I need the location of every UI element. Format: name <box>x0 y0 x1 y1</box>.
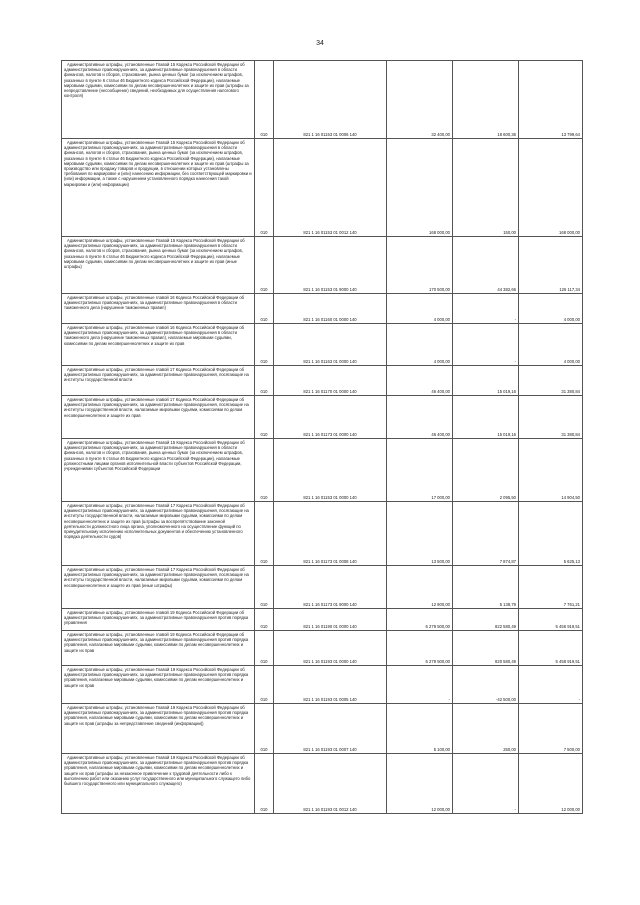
remaining-amount <box>519 396 583 439</box>
revenue-description <box>62 366 255 396</box>
executed-amount <box>453 502 519 566</box>
remaining-amount <box>519 502 583 566</box>
remaining-amount-text: 126 117,34 <box>559 286 580 292</box>
remaining-amount <box>519 139 583 237</box>
budget-classification-code <box>274 294 387 324</box>
line-code-text: 010 <box>260 494 268 500</box>
revenue-description-text: Административные штрафы, установленные Главой 19 Кодекса Российской Федерации об административных правонарушениях, за административные правонарушения против порядка управления, налагаемые мировыми судьями, комиссиями по делам несовершеннолетних и защите их прав (штрафы за непредставление сведений (информации)) <box>64 705 249 726</box>
remaining-amount-text: 4 000,00 <box>563 316 580 322</box>
budget-classification-code-text: 821 1 16 01193 01 0012 140 <box>303 806 357 812</box>
approved-amount <box>387 324 453 366</box>
line-code <box>255 324 274 366</box>
executed-amount <box>453 754 519 814</box>
budget-classification-code <box>274 61 387 139</box>
budget-classification-code-text: 821 1 16 01160 01 0000 140 <box>303 316 357 322</box>
revenue-description-text: Административные штрафы, установленные Главой 15 Кодекса Российской Федерации об административных правонарушениях, за административные правонарушения в области финансов, налогов и сборов, страхования, рынка ценных бумаг (за исключением штрафов, указанных в пункте 6 статьи 46 Бюджетного кодекса Российской Федерации), налагаемые мировыми судьями, комиссиями по делам несовершеннолетних и защите их прав (штрафы за непредставление (несообщение) сведений, необходимых для осуществления налогового контроля) <box>64 62 249 99</box>
remaining-amount <box>519 294 583 324</box>
line-code <box>255 502 274 566</box>
remaining-amount <box>519 61 583 139</box>
executed-amount-text: -42 500,00 <box>495 696 516 702</box>
approved-amount <box>387 631 453 666</box>
executed-amount-text: 15 019,16 <box>497 431 516 437</box>
revenue-description-text: Административные штрафы, установленные главой 16 Кодекса Российской Федерации об административных правонарушениях, за административные правонарушения в области таможенного дела (нарушение таможенных правил), налагаемые мировыми судьями, комиссиями по делам несовершеннолетних и защите их прав <box>64 325 245 346</box>
approved-amount <box>387 61 453 139</box>
revenue-description <box>62 704 255 754</box>
remaining-amount <box>519 237 583 294</box>
executed-amount-text: 822 580,49 <box>495 623 516 629</box>
line-code-text: 010 <box>260 358 268 364</box>
table-row <box>62 294 583 324</box>
line-code <box>255 666 274 704</box>
executed-amount-text: 820 580,49 <box>495 658 516 664</box>
approved-amount-text: 5 100,00 <box>433 746 450 752</box>
line-code-text: 010 <box>260 696 268 702</box>
revenue-description <box>62 294 255 324</box>
executed-amount-text: 2 095,50 <box>499 494 516 500</box>
approved-amount-text: - <box>448 696 450 702</box>
executed-amount-text: 7 874,87 <box>499 558 516 564</box>
approved-amount-text: 46 400,00 <box>431 431 450 437</box>
executed-amount-text: 18 600,36 <box>497 131 516 137</box>
table-row <box>62 139 583 237</box>
executed-amount-text: - <box>514 358 516 364</box>
line-code <box>255 754 274 814</box>
remaining-amount-text: 31 380,84 <box>561 431 580 437</box>
approved-amount-text: 32 400,00 <box>431 131 450 137</box>
line-code-text: 010 <box>260 388 268 394</box>
remaining-amount <box>519 666 583 704</box>
revenue-description-text: Административные штрафы, установленные Главой 17 Кодекса Российской Федерации об административных правонарушениях, за административные правонарушения, посягающие на институты государственной власти, налагаемые мировыми судьями, комиссиями по делам несовершеннолетних и защите их прав (иные штрафы) <box>64 567 249 588</box>
budget-classification-code-text: 821 1 16 01170 01 0000 140 <box>303 388 357 394</box>
line-code-text: 010 <box>260 229 268 235</box>
budget-classification-code-text: 821 1 16 01193 01 0007 140 <box>303 746 357 752</box>
executed-amount <box>453 61 519 139</box>
executed-amount <box>453 566 519 609</box>
revenue-description <box>62 754 255 814</box>
revenue-description <box>62 502 255 566</box>
revenue-description <box>62 666 255 704</box>
revenue-description-text: Административные штрафы, установленные Главой 15 Кодекса Российской Федерации об административных правонарушениях, за административные правонарушения в области финансов, налогов и сборов, страхования, рынка ценных бумаг (за исключением штрафов, указанных в пункте 6 статьи 46 Бюджетного кодекса Российской Федерации), налагаемые должностными лицами органов исполнительной власти субъектов Российской Федерации, учреждениями субъектов Российской Федерации <box>64 440 245 472</box>
budget-classification-code <box>274 139 387 237</box>
table-row <box>62 666 583 704</box>
revenue-description-text: Административные штрафы, установленные главой 16 Кодекса Российской Федерации об административных правонарушениях, за административные правонарушения в области таможенного дела (нарушение таможенных правил) <box>64 295 245 311</box>
revenue-description-text: Административные штрафы, установленные Главой 15 Кодекса Российской Федерации об административных правонарушениях, за административные правонарушения в области финансов, налогов и сборов, страхования, рынка ценных бумаг (за исключением штрафов, указанных в пункте 6 статьи 46 Бюджетного кодекса Российской Федерации), налагаемые мировыми судьями, комиссиями по делам несовершеннолетних и защите их прав (иные штрафы) <box>64 238 245 270</box>
executed-amount-text: - <box>514 806 516 812</box>
line-code-text: 010 <box>260 806 268 812</box>
remaining-amount-text: 13 799,64 <box>561 131 580 137</box>
budget-classification-code <box>274 366 387 396</box>
line-code <box>255 631 274 666</box>
table-row <box>62 396 583 439</box>
revenue-description-text: Административные штрафы, установленные главой 19 Кодекса Российской Федерации об административных правонарушениях, за административные правонарушения против порядка управления, налагаемые мировыми судьями, комиссиями по делам несовершеннолетних и защите их прав <box>64 632 249 653</box>
budget-classification-code <box>274 566 387 609</box>
line-code-text: 010 <box>260 746 268 752</box>
approved-amount-text: 170 500,00 <box>429 286 450 292</box>
budget-classification-code-text: 821 1 16 01173 01 0008 140 <box>303 558 357 564</box>
remaining-amount-text: - <box>578 696 580 702</box>
table-row <box>62 366 583 396</box>
revenue-description <box>62 566 255 609</box>
table-row <box>62 502 583 566</box>
table-row <box>62 324 583 366</box>
approved-amount-text: 17 000,00 <box>431 494 450 500</box>
approved-amount <box>387 237 453 294</box>
approved-amount-text: 6 279 500,00 <box>425 623 450 629</box>
table-row <box>62 704 583 754</box>
revenue-description <box>62 609 255 631</box>
budget-classification-code-text: 821 1 16 01193 01 0005 140 <box>303 696 357 702</box>
revenue-description <box>62 61 255 139</box>
executed-amount <box>453 631 519 666</box>
executed-amount-text: 150,00 <box>503 229 516 235</box>
approved-amount-text: 13 500,00 <box>431 558 450 564</box>
revenue-description <box>62 631 255 666</box>
remaining-amount-text: 12 000,00 <box>561 806 580 812</box>
revenue-description-text: Административные штрафы, установленные Главой 19 Кодекса Российской Федерации об административных правонарушениях, за административные правонарушения против порядка управления, налагаемые мировыми судьями, комиссиями по делам несовершеннолетних и защите их прав <box>64 667 249 688</box>
remaining-amount-text: 7 500,00 <box>563 746 580 752</box>
executed-amount <box>453 237 519 294</box>
budget-classification-code-text: 821 1 16 01190 01 0000 140 <box>303 623 357 629</box>
executed-amount <box>453 366 519 396</box>
remaining-amount <box>519 439 583 502</box>
line-code <box>255 566 274 609</box>
approved-amount-text: 4 000,00 <box>433 358 450 364</box>
approved-amount <box>387 366 453 396</box>
line-code <box>255 237 274 294</box>
line-code-text: 010 <box>260 286 268 292</box>
line-code-text: 010 <box>260 431 268 437</box>
revenue-description-text: Административные штрафы, установленные главой 17 Кодекса Российской Федерации об административных правонарушениях, за административные правонарушения, посягающие на институты государственной власти <box>64 367 249 383</box>
executed-amount <box>453 609 519 631</box>
line-code-text: 010 <box>260 623 268 629</box>
table-body <box>62 61 583 814</box>
line-code <box>255 439 274 502</box>
budget-classification-code <box>274 609 387 631</box>
approved-amount-text: 12 000,00 <box>431 806 450 812</box>
budget-classification-code-text: 821 1 16 01153 01 0000 140 <box>303 494 357 500</box>
revenue-description <box>62 324 255 366</box>
revenue-description-text: Административные штрафы, установленные Главой 15 Кодекса Российской Федерации об административных правонарушениях, за административные правонарушения в области финансов, налогов и сборов, страхования, рынка ценных бумаг (за исключением штрафов, указанных в пункте 6 статьи 46 Бюджетного кодекса Российской Федерации), налагаемые мировыми судьями, комиссиями по делам несовершеннолетних и защите их прав (штрафы за производство или продажу товаров и продукции, в отношении которых установлены требования по маркировке и (или) нанесению информации, без соответствующей маркировки и (или) информации, а также с нарушением установленного порядка нанесения такой маркировки и (или) информации) <box>64 140 252 187</box>
remaining-amount <box>519 704 583 754</box>
budget-classification-code <box>274 502 387 566</box>
line-code <box>255 609 274 631</box>
revenue-description <box>62 439 255 502</box>
line-code <box>255 366 274 396</box>
line-code-text: 010 <box>260 558 268 564</box>
table-row <box>62 566 583 609</box>
revenue-description-text: Административные штрафы, установленные главой 19 Кодекса Российской Федерации об административных правонарушениях, за административные правонарушения против порядка управления <box>64 610 249 626</box>
line-code <box>255 294 274 324</box>
line-code <box>255 704 274 754</box>
approved-amount <box>387 704 453 754</box>
remaining-amount <box>519 324 583 366</box>
budget-classification-code-text: 821 1 16 01153 01 0006 140 <box>303 131 357 137</box>
budget-classification-code <box>274 439 387 502</box>
remaining-amount-text: 31 380,84 <box>561 388 580 394</box>
approved-amount <box>387 396 453 439</box>
revenue-description <box>62 396 255 439</box>
remaining-amount-text: 5 458 919,51 <box>555 658 580 664</box>
remaining-amount-text: 5 625,13 <box>563 558 580 564</box>
approved-amount <box>387 439 453 502</box>
table-row <box>62 609 583 631</box>
approved-amount <box>387 294 453 324</box>
budget-classification-code <box>274 396 387 439</box>
remaining-amount-text: 14 904,50 <box>561 494 580 500</box>
executed-amount-text: - <box>514 316 516 322</box>
approved-amount <box>387 139 453 237</box>
line-code <box>255 139 274 237</box>
budget-classification-code <box>274 754 387 814</box>
executed-amount <box>453 666 519 704</box>
revenue-description-text: Административные штрафы, установленные главой 17 Кодекса Российской Федерации об административных правонарушениях, за административные правонарушения, посягающие на институты государственной власти, налагаемые мировыми судьями, комиссиями по делам несовершеннолетних и защите их прав <box>64 397 249 418</box>
table-row <box>62 439 583 502</box>
approved-amount-text: 4 000,00 <box>433 316 450 322</box>
budget-classification-code-text: 821 1 16 01173 01 0000 140 <box>303 431 357 437</box>
line-code-text: 010 <box>260 658 268 664</box>
executed-amount <box>453 396 519 439</box>
budget-revenue-table <box>61 60 583 814</box>
budget-classification-code-text: 821 1 16 01193 01 0000 140 <box>303 658 357 664</box>
approved-amount-text: 168 000,00 <box>429 229 450 235</box>
budget-classification-code <box>274 704 387 754</box>
remaining-amount-text: 168 000,00 <box>559 229 580 235</box>
table-row <box>62 61 583 139</box>
executed-amount <box>453 439 519 502</box>
approved-amount <box>387 754 453 814</box>
remaining-amount-text: 5 456 919,51 <box>555 623 580 629</box>
executed-amount-text: 250,00 <box>503 746 516 752</box>
budget-classification-code-text: 821 1 16 01153 01 9000 140 <box>303 286 357 292</box>
approved-amount <box>387 666 453 704</box>
budget-classification-code-text: 821 1 16 01153 01 0012 140 <box>303 229 357 235</box>
table-row <box>62 631 583 666</box>
remaining-amount <box>519 609 583 631</box>
revenue-description-text: Административные штрафы, установленные Главой 17 Кодекса Российской Федерации об административных правонарушениях, за административные правонарушения, посягающие на институты государственной власти, налагаемые мировыми судьями, комиссиями по делам несовершеннолетних и защите их прав (штрафы за воспрепятствование законной деятельности должностного лица органа, уполномоченного на осуществление функций по принудительному исполнению исполнительных документов и обеспечению установленного порядка деятельности судов) <box>64 503 249 540</box>
budget-classification-code <box>274 237 387 294</box>
executed-amount-text: 44 382,66 <box>497 286 516 292</box>
approved-amount-text: 6 279 500,00 <box>425 658 450 664</box>
executed-amount-text: 15 019,16 <box>497 388 516 394</box>
line-code <box>255 61 274 139</box>
remaining-amount-text: 7 761,21 <box>563 601 580 607</box>
line-code-text: 010 <box>260 601 268 607</box>
remaining-amount-text: 4 000,00 <box>563 358 580 364</box>
remaining-amount <box>519 631 583 666</box>
approved-amount <box>387 566 453 609</box>
revenue-description-text: Административные штрафы, установленные Главой 19 Кодекса Российской Федерации об административных правонарушениях, за административные правонарушения против порядка управления, налагаемые мировыми судьями, комиссиями по делам несовершеннолетних и защите их прав (штрафы за незаконное привлечение к трудовой деятельности либо к выполнению работ или оказанию услуг государственного или муниципального служащего либо бывшего государственного или муниципального служащего) <box>64 755 251 787</box>
table-row <box>62 237 583 294</box>
budget-classification-code-text: 821 1 16 01163 01 0000 140 <box>303 358 357 364</box>
page-number: 34 <box>316 40 324 47</box>
budget-classification-code <box>274 666 387 704</box>
line-code <box>255 396 274 439</box>
approved-amount <box>387 609 453 631</box>
approved-amount-text: 12 900,00 <box>431 601 450 607</box>
line-code-text: 010 <box>260 131 268 137</box>
approved-amount <box>387 502 453 566</box>
executed-amount <box>453 704 519 754</box>
remaining-amount <box>519 366 583 396</box>
remaining-amount <box>519 754 583 814</box>
budget-classification-code <box>274 631 387 666</box>
approved-amount-text: 46 400,00 <box>431 388 450 394</box>
revenue-description <box>62 237 255 294</box>
executed-amount <box>453 139 519 237</box>
executed-amount <box>453 324 519 366</box>
remaining-amount <box>519 566 583 609</box>
budget-classification-code <box>274 324 387 366</box>
budget-classification-code-text: 821 1 16 01173 01 9000 140 <box>303 601 357 607</box>
table-row <box>62 754 583 814</box>
executed-amount <box>453 294 519 324</box>
executed-amount-text: 5 138,79 <box>499 601 516 607</box>
line-code-text: 010 <box>260 316 268 322</box>
revenue-description <box>62 139 255 237</box>
